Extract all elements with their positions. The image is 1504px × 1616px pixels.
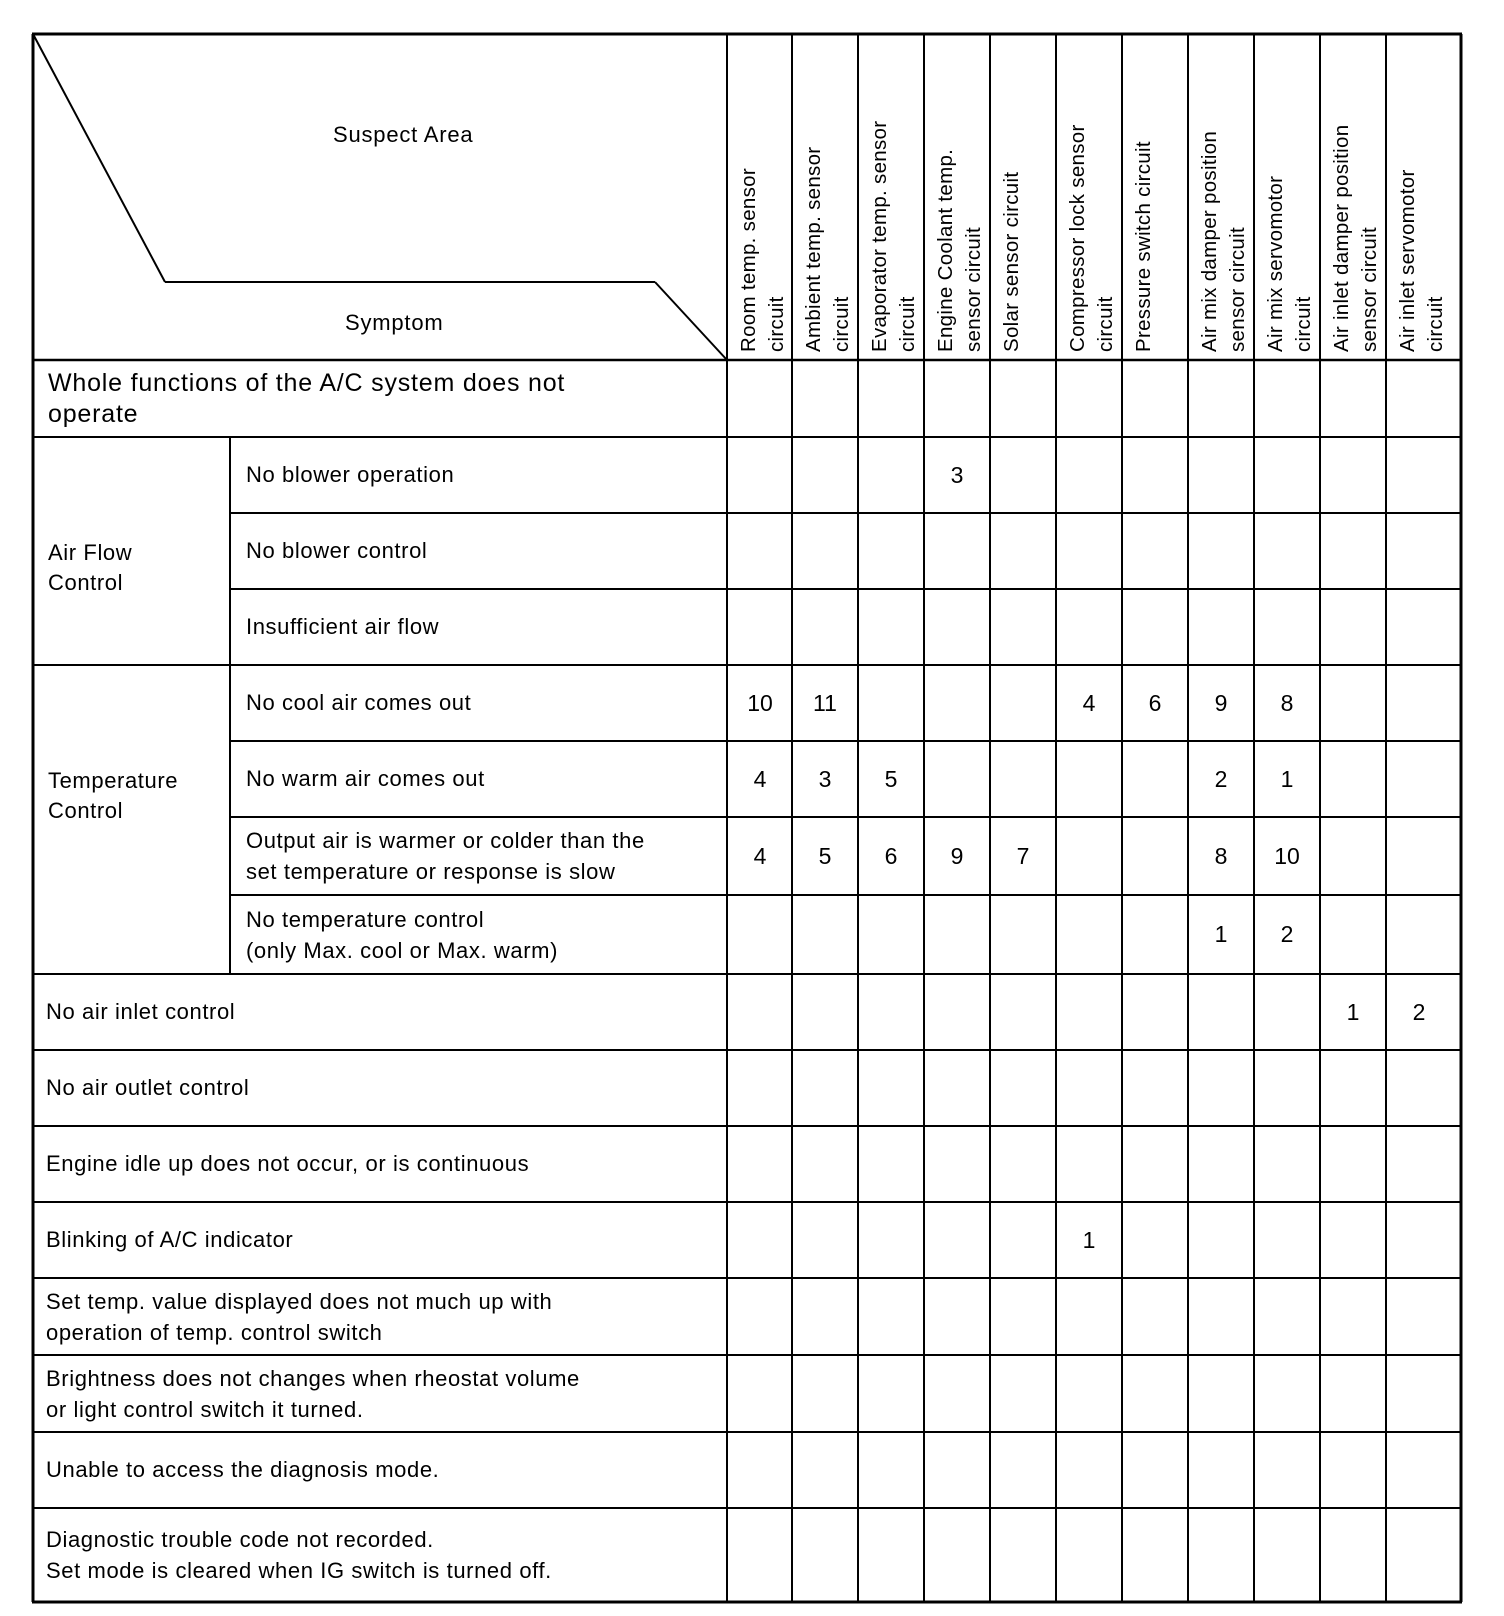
symptom-label: No cool air comes out [246,690,472,715]
table-cell: 6 [1148,690,1162,716]
column-header-line1: Air inlet damper position [1330,124,1353,352]
table-cell: 2 [1280,921,1294,947]
symptom-label: No blower control [246,538,428,563]
column-header [1386,38,1452,358]
column-header [727,38,793,358]
symptom-label: Brightness does not changes when rheostat volume or light control switch it turned. [46,1365,580,1422]
column-header [1320,38,1386,358]
column-header-line2: circuit [765,296,788,352]
group-air-flow-control: Air Flow Control [48,540,133,595]
symptom-label: Unable to access the diagnosis mode. [46,1457,440,1482]
suspect-area-label: Suspect Area [333,122,474,147]
symptom-label: Diagnostic trouble code not recorded. Set mode is cleared when IG switch is turned off. [46,1527,552,1583]
symptom-label: Insufficient air flow [246,614,440,639]
column-header [1254,38,1320,358]
column-header [858,38,924,358]
symptom-label: Engine idle up does not occur, or is continuous [46,1151,530,1176]
table-cell: 1 [1214,921,1228,947]
column-header-line1: Solar sensor circuit [1000,171,1023,352]
column-header-line1: Room temp. sensor [737,168,760,352]
table-cell: 5 [818,843,832,869]
group-temperature-control: Temperature Control [48,768,179,823]
symptom-label: No air inlet control [46,999,236,1024]
symptom-label: No air outlet control [46,1075,250,1100]
column-header-line2: sensor circuit [1226,227,1249,352]
table-cell: 8 [1280,690,1294,716]
column-header-line1: Air inlet servomotor [1396,169,1419,352]
symptom-label: No blower operation [246,462,455,487]
table-cell: 8 [1214,843,1228,869]
column-header-line2: circuit [1094,296,1117,352]
column-header [1188,38,1254,358]
table-cell: 1 [1082,1227,1096,1253]
symptom-label: Whole functions of the A/C system does not operate [48,368,566,428]
column-header [990,38,1056,358]
column-header-line1: Ambient temp. sensor [802,146,825,352]
table-cell: 9 [950,843,964,869]
table-cell: 1 [1280,766,1294,792]
column-header [1056,38,1122,358]
table-cell: 2 [1214,766,1228,792]
table-cell: 3 [950,462,964,488]
table-cell: 11 [813,690,837,716]
column-header-line1: Air mix servomotor [1264,175,1287,352]
symptom-label: Set temp. value displayed does not much up with operation of temp. control switch [46,1288,553,1345]
column-header-line2: sensor circuit [962,227,985,352]
column-header-line1: Evaporator temp. sensor [868,120,891,352]
column-header-line2: circuit [1292,296,1315,352]
table-cell: 5 [884,766,898,792]
table-cell: 7 [1016,843,1030,869]
column-header-line2: circuit [896,296,919,352]
table-cell: 6 [884,843,898,869]
symptom-label: Output air is warmer or colder than the set temperature or response is slow [246,828,645,884]
table-cell: 2 [1412,999,1426,1025]
column-header-line1: Air mix damper position [1198,130,1221,352]
table-cell: 4 [1082,690,1096,716]
table-cell: 1 [1346,999,1360,1025]
column-header-line2: circuit [830,296,853,352]
column-header [1122,38,1188,358]
symptom-label: Blinking of A/C indicator [46,1227,294,1252]
column-header-line1: Compressor lock sensor [1066,124,1089,352]
symptom-label: No warm air comes out [246,766,485,791]
column-header [924,38,990,358]
table-cell: 10 [1274,843,1300,869]
column-header-line1: Engine Coolant temp. [934,148,957,352]
column-header [792,38,858,358]
symptom-label: No temperature control (only Max. cool or Max. warm) [246,906,559,963]
column-header-line1: Pressure switch circuit [1132,141,1155,352]
column-header-line2: circuit [1424,296,1447,352]
column-header-line2: sensor circuit [1358,227,1381,352]
table-cell: 4 [753,843,767,869]
table-cell: 3 [818,766,832,792]
symptom-label: Symptom [345,310,444,335]
table-cell: 10 [747,690,773,716]
table-cell: 9 [1214,690,1228,716]
table-cell: 4 [753,766,767,792]
